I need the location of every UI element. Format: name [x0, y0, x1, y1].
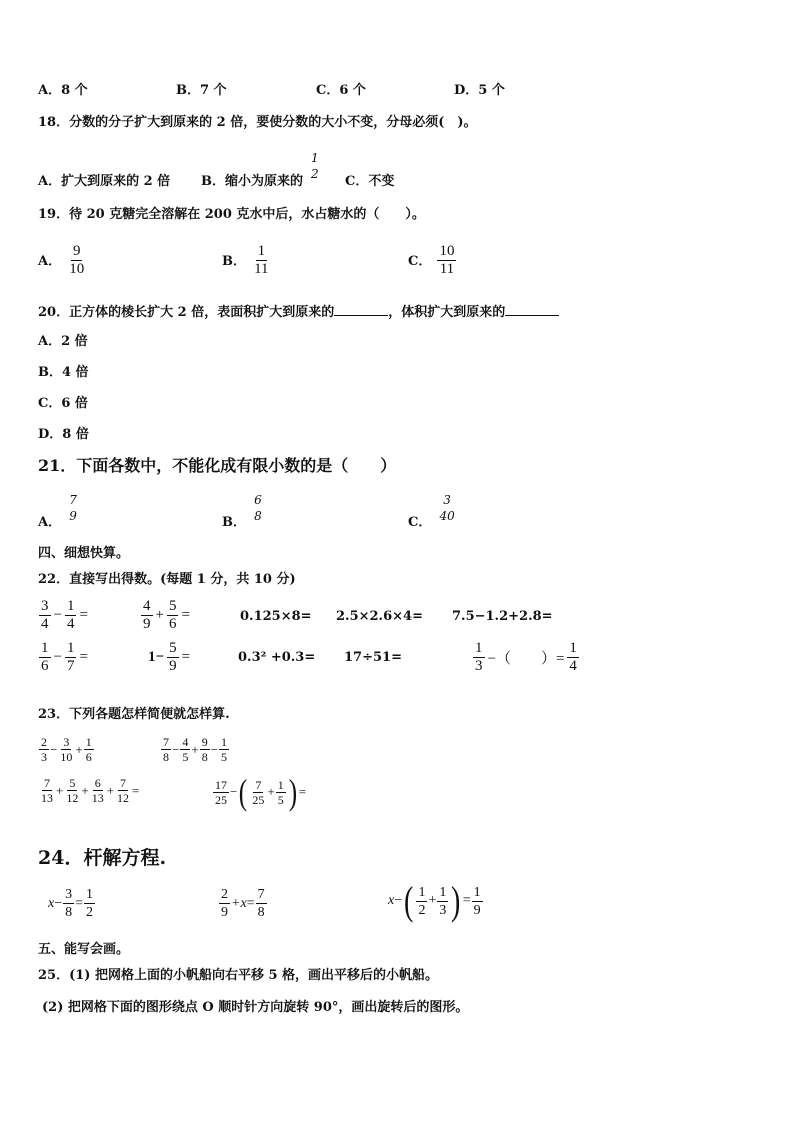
- q20-stem: [38, 303, 559, 321]
- q22-expr-9: 17÷51=: [344, 650, 402, 665]
- fraction-denominator: 8: [257, 905, 265, 920]
- q24-equation-2: [218, 886, 268, 921]
- fraction-denominator: 13: [91, 791, 104, 805]
- option-label: B．: [222, 254, 246, 269]
- fraction-denominator: 11: [254, 261, 269, 277]
- fraction-numerator: 3: [63, 735, 70, 749]
- q21-stem: 21．下面各数中，不能化成有限小数的是（ ）: [38, 456, 397, 475]
- operator: +: [106, 782, 115, 798]
- q19-option-c: [408, 243, 457, 278]
- option-label: C．: [408, 515, 432, 530]
- q22-expr-1: [38, 598, 90, 633]
- fraction-denominator: 6: [85, 750, 92, 764]
- fraction-denominator: 25: [252, 792, 265, 807]
- option-label: B．: [222, 515, 246, 530]
- equals-sign: =: [75, 895, 84, 911]
- equals-sign: =: [298, 784, 307, 799]
- operator: −: [53, 649, 62, 665]
- operator: −: [50, 741, 58, 757]
- fraction-numerator: 5: [69, 776, 76, 790]
- fraction-numerator: 1: [473, 884, 481, 900]
- operator: +: [81, 782, 89, 798]
- fraction-numerator: 6: [254, 493, 262, 507]
- q23-stem: 23．下列各题怎样简便就怎样算.: [38, 707, 230, 722]
- equals-sign: =: [181, 607, 190, 623]
- q17-option-b: B．7 个: [176, 83, 227, 98]
- fraction-denominator: 9: [169, 658, 177, 674]
- q24-equation-1: [48, 886, 96, 921]
- fraction-denominator: 2: [86, 905, 94, 920]
- fraction-denominator: 12: [66, 791, 79, 805]
- fraction-denominator: 9: [473, 902, 481, 918]
- q23-expr-2: [160, 735, 230, 764]
- equals-sign: =: [132, 782, 140, 798]
- answer-blank[interactable]: [505, 303, 559, 316]
- fraction-numerator: 1: [66, 598, 75, 614]
- variable-x: x: [388, 893, 395, 908]
- equals-sign: =: [79, 607, 88, 623]
- operator: +: [191, 741, 199, 757]
- operator: −: [53, 607, 62, 623]
- right-paren: ): [451, 878, 461, 923]
- fraction-numerator: 1: [221, 735, 228, 749]
- q23-expr-3: [38, 776, 139, 805]
- fraction-denominator: 3: [41, 750, 47, 764]
- whole-number: 1−: [148, 649, 165, 665]
- operator: +: [56, 782, 64, 798]
- fraction-denominator: 8: [254, 509, 262, 523]
- fraction-denominator: 9: [143, 616, 151, 632]
- fraction-denominator: 9: [69, 509, 77, 523]
- q21-option-c: [408, 492, 458, 530]
- q17-option-a: A．8 个: [38, 83, 88, 98]
- q22-expr-10: [472, 640, 580, 675]
- q22-expr-8: 0.3² +0.3=: [238, 650, 316, 665]
- fraction-numerator: 1: [311, 151, 319, 165]
- fraction-denominator: 3: [439, 902, 447, 918]
- fraction-numerator: 17: [215, 777, 227, 792]
- q22-expr-7: [146, 640, 192, 675]
- fraction-numerator: 4: [143, 598, 151, 614]
- answer-blank-parens[interactable]: −（ ）=: [487, 651, 565, 667]
- fraction-numerator: 3: [65, 887, 73, 902]
- q20-stem-part2: ，体积扩大到原来的: [388, 305, 506, 320]
- fraction-denominator: 5: [277, 792, 284, 807]
- fraction-numerator: 7: [120, 776, 127, 790]
- fraction-numerator: 1: [86, 887, 94, 902]
- fraction-numerator: 7: [255, 777, 262, 792]
- fraction-numerator: 1: [475, 640, 483, 656]
- fraction-numerator: 5: [169, 640, 177, 656]
- q20-option-a: A．2 倍: [38, 334, 88, 349]
- variable-x: x: [48, 895, 55, 911]
- left-paren: (: [239, 772, 248, 812]
- q17-option-d: D．5 个: [454, 83, 505, 98]
- fraction-denominator: 10: [60, 750, 73, 764]
- q25-part-1: 25．(1) 把网格上面的小帆船向右平移 5 格，画出平移后的小帆船。: [38, 968, 439, 983]
- q22-stem: 22．直接写出得数。(每题 1 分，共 10 分): [38, 572, 296, 587]
- fraction-denominator: 8: [201, 750, 208, 764]
- fraction-numerator: 9: [201, 735, 208, 749]
- equals-sign: =: [181, 649, 191, 665]
- q18-option-b: B．缩小为原来的: [201, 174, 303, 189]
- fraction-denominator: 4: [66, 616, 75, 632]
- fraction-numerator: 1: [66, 640, 75, 656]
- fraction-numerator: 3: [41, 598, 49, 614]
- q18-option-c: C．不变: [345, 174, 395, 189]
- fraction-numerator: 7: [257, 887, 265, 902]
- fraction-denominator: 10: [69, 261, 85, 277]
- operator-plus-x: +x: [231, 895, 247, 911]
- fraction-numerator: 7: [69, 493, 77, 507]
- q22-expr-3: 0.125×8=: [240, 609, 312, 624]
- q22-expr-4: 2.5×2.6×4=: [336, 609, 423, 624]
- q18-stem: 18．分数的分子扩大到原来的 2 倍，要使分数的大小不变，分母必须( )。: [38, 115, 477, 130]
- q20-option-b: B．4 倍: [38, 365, 89, 380]
- fraction-denominator: 6: [168, 616, 177, 632]
- fraction-denominator: 7: [66, 658, 75, 674]
- fraction-numerator: 1: [277, 777, 284, 792]
- option-label: C．: [408, 254, 432, 269]
- q18-option-a: A．扩大到原来的 2 倍: [38, 174, 171, 189]
- fraction-denominator: 5: [182, 750, 189, 764]
- q17-option-c: C．6 个: [316, 83, 366, 98]
- fraction-denominator: 9: [221, 905, 228, 920]
- fraction-denominator: 12: [117, 791, 130, 805]
- fraction-numerator: 10: [439, 243, 455, 259]
- fraction-numerator: 2: [41, 735, 47, 749]
- equals-sign: =: [246, 895, 255, 911]
- section-5-heading: 五、能写会画。: [38, 942, 130, 957]
- q19-option-b: [222, 243, 272, 278]
- option-label: A．: [38, 254, 62, 269]
- q20-stem-part1: 20．正方体的棱长扩大 2 倍，表面积扩大到原来的: [38, 305, 335, 320]
- option-label: A．: [38, 515, 62, 530]
- fraction-numerator: 9: [72, 243, 81, 259]
- q23-expr-1: [38, 735, 95, 764]
- answer-blank[interactable]: [334, 303, 388, 316]
- right-paren: ): [288, 772, 297, 812]
- fraction-denominator: 5: [221, 750, 228, 764]
- fraction-numerator: 6: [94, 776, 101, 790]
- q20-option-c: C．6 倍: [38, 396, 88, 411]
- fraction-numerator: 5: [168, 598, 177, 614]
- section-4-heading: 四、细想快算。: [38, 546, 130, 561]
- operator: −: [230, 784, 238, 799]
- fraction-numerator: 1: [569, 640, 577, 656]
- fraction-numerator: 1: [85, 735, 92, 749]
- q18-option-b-fraction: [308, 150, 322, 182]
- q22-expr-5: 7.5−1.2+2.8=: [452, 609, 553, 624]
- q19-option-a: [38, 243, 87, 278]
- fraction-numerator: 1: [439, 884, 447, 900]
- fraction-numerator: 1: [257, 243, 266, 259]
- q21-option-a: [38, 492, 80, 530]
- q21-option-b: [222, 492, 265, 530]
- q24-stem: 24．杆解方程.: [38, 847, 167, 869]
- fraction-denominator: 8: [65, 905, 73, 920]
- q19-stem: 19．待 20 克糖完全溶解在 200 克水中后，水占糖水的（ ）。: [38, 207, 425, 222]
- fraction-numerator: 3: [443, 493, 451, 507]
- operator: −: [54, 895, 63, 911]
- fraction-denominator: 13: [41, 791, 53, 805]
- fraction-denominator: 4: [569, 658, 577, 674]
- fraction-numerator: 7: [44, 776, 50, 790]
- q22-expr-2: [140, 598, 192, 633]
- operator: −: [172, 741, 180, 757]
- operator: +: [155, 607, 164, 623]
- equals-sign: =: [462, 893, 471, 908]
- fraction-numerator: 1: [418, 884, 426, 900]
- fraction-denominator: 25: [215, 792, 227, 807]
- operator: −: [394, 893, 403, 908]
- q22-expr-6: [38, 640, 90, 675]
- fraction-numerator: 7: [163, 735, 169, 749]
- operator: +: [75, 741, 83, 757]
- fraction-numerator: 4: [182, 735, 189, 749]
- fraction-denominator: 3: [475, 658, 483, 674]
- q23-expr-4: [212, 774, 306, 810]
- fraction-denominator: 6: [41, 658, 49, 674]
- q20-option-d: D．8 倍: [38, 427, 89, 442]
- fraction-denominator: 4: [41, 616, 49, 632]
- fraction-numerator: 1: [41, 640, 49, 656]
- q25-part-2: (2) 把网格下面的图形绕点 O 顺时针方向旋转 90°，画出旋转后的图形。: [42, 1000, 469, 1015]
- operator: +: [267, 784, 275, 799]
- operator: −: [210, 741, 219, 757]
- q24-equation-3: [388, 878, 484, 923]
- equals-sign: =: [79, 649, 88, 665]
- operator: +: [428, 893, 437, 908]
- fraction-denominator: 40: [439, 509, 455, 523]
- left-paren: (: [404, 878, 414, 923]
- fraction-denominator: 2: [418, 902, 426, 918]
- fraction-denominator: 8: [163, 750, 169, 764]
- fraction-denominator: 2: [311, 167, 319, 181]
- fraction-denominator: 11: [439, 261, 455, 277]
- fraction-numerator: 2: [221, 887, 228, 902]
